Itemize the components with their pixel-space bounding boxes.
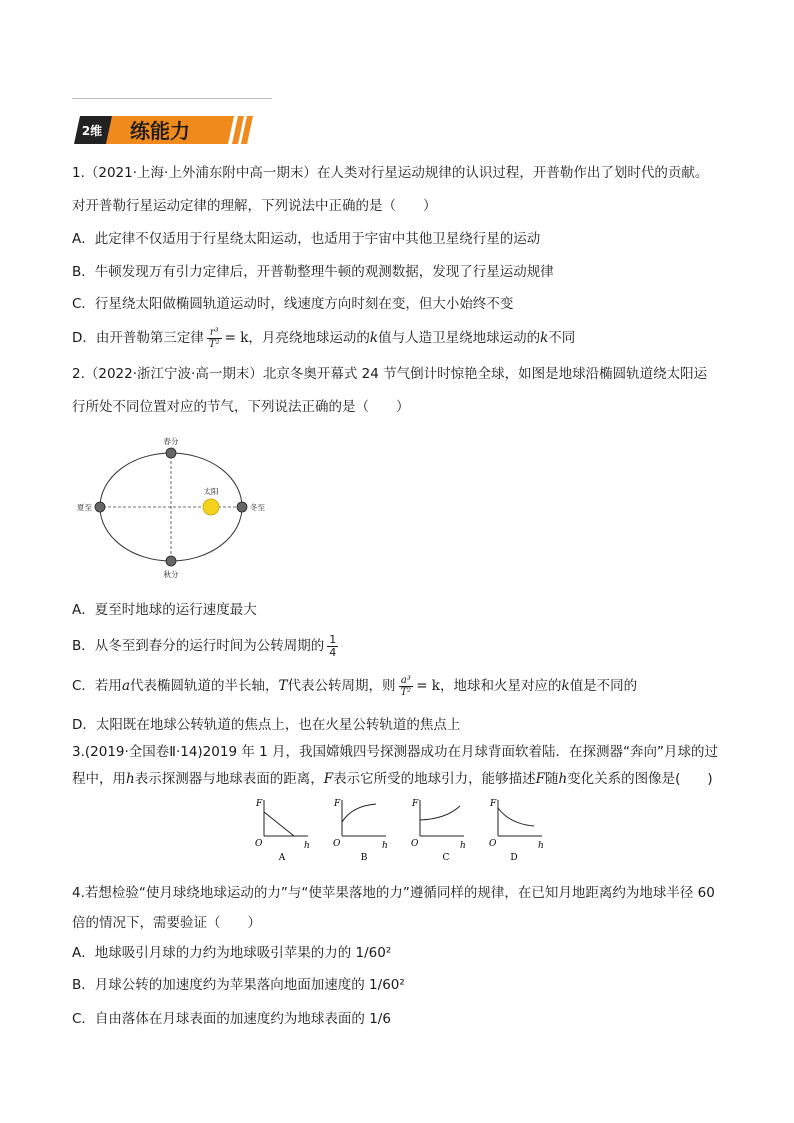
- q3-stem-b: 表示探测器与地球表面的距离，: [134, 771, 324, 787]
- section-badge-label: 2维: [81, 124, 103, 138]
- label-autumn-equinox: 秋分: [163, 570, 179, 579]
- graph-c-curve: [420, 806, 460, 820]
- q1-option-d-eq: = k: [224, 330, 249, 346]
- q3-stem-d: 随: [544, 771, 559, 787]
- q1-option-a: A．此定律不仅适用于行星绕太阳运动，也适用于宇宙中其他卫星绕行星的运动: [72, 231, 541, 247]
- graph-d-x-label: h: [538, 841, 544, 851]
- graph-b: [333, 799, 388, 863]
- q1-option-d-k2: k: [540, 330, 549, 346]
- graph-b-curve: [342, 804, 376, 822]
- q2-option-b-pre: B．从冬至到春分的运行时间为公转周期的: [72, 638, 325, 654]
- q2-option-c-mid2: 代表公转周期，则: [287, 678, 396, 694]
- q2-stem-line2: 行所处不同位置对应的节气，下列说法正确的是（ ）: [72, 399, 410, 415]
- q4-option-a: A．地球吸引月球的力约为地球吸引苹果的力的 1/60²: [72, 945, 392, 961]
- q3-graphs: [248, 794, 548, 864]
- q4-option-c: C．自由落体在月球表面的加速度约为地球表面的 1/6: [72, 1011, 391, 1027]
- q4-option-b: B．月球公转的加速度约为苹果落向地面加速度的 1/60²: [72, 977, 405, 993]
- graph-c-x-label: h: [460, 841, 466, 851]
- graph-d-label: D: [510, 853, 518, 863]
- q3-var-F: F: [323, 771, 334, 787]
- fraction-numerator: a³: [399, 675, 414, 687]
- q1-option-d-pre: D．由开普勒第三定律: [72, 330, 204, 346]
- fraction-numerator: 1: [329, 632, 337, 646]
- q2-option-c-eq: = k: [416, 678, 440, 694]
- graph-a: [255, 799, 310, 863]
- fraction-denominator: T²: [208, 338, 220, 350]
- graph-c: [411, 799, 466, 863]
- graph-d-y-label: F: [490, 799, 497, 809]
- graph-a-curve: [264, 812, 294, 836]
- q1-option-d-post1: ，月亮绕地球运动的: [248, 330, 370, 346]
- top-divider: [72, 98, 272, 99]
- q4-stem-line1: 4.若想检验“使月球绕地球运动的力”与“使苹果落地的力”遵循同样的规律，在已知月地距离约为地球半径 60: [72, 885, 715, 901]
- graph-c-origin: O: [411, 839, 419, 849]
- q2-option-a: A．夏至时地球的运行速度最大: [72, 602, 257, 618]
- q2-option-c-T: T: [278, 678, 288, 694]
- q1-option-d-post2: 值与人造卫星绕地球运动的: [378, 330, 541, 346]
- label-sun: 太阳: [203, 487, 219, 496]
- q2-option-c: [72, 673, 637, 699]
- q1-option-d-fraction: [207, 327, 222, 350]
- q3-var-h: h: [126, 771, 135, 787]
- q4-stem-line2: 倍的情况下，需要验证（ ）: [72, 915, 261, 931]
- q3-stem-line2: [72, 770, 713, 788]
- earth-spring-equinox: [166, 448, 176, 458]
- graph-b-label: B: [360, 853, 368, 863]
- q1-option-d: [72, 325, 575, 351]
- label-summer-solstice: 夏至: [77, 503, 92, 512]
- graph-b-x-label: h: [382, 841, 388, 851]
- orbit-diagram: [72, 430, 272, 585]
- q1-option-d-k: k: [369, 330, 379, 346]
- q3-stem-line1: 3.(2019·全国卷Ⅱ·14)2019 年 1 月，我国嫦娥四号探测器成功在月球背面软着陆．在探测器“奔向”月球的过: [72, 744, 718, 760]
- graph-a-origin: O: [255, 839, 263, 849]
- q1-option-d-post3: 不同: [548, 330, 576, 346]
- q1-option-b: B．牛顿发现万有引力定律后，开普勒整理牛顿的观测数据，发现了行星运动规律: [72, 264, 554, 280]
- q1-stem-line1: 1.（2021·上海·上外浦东附中高一期末）在人类对行星运动规律的认识过程，开普勒作出了划时代的贡献。: [72, 165, 709, 181]
- q2-option-d: D．太阳既在地球公转轨道的焦点上，也在火星公转轨道的焦点上: [72, 717, 461, 733]
- section-header: [72, 110, 272, 150]
- q3-stem-a: 程中，用: [72, 771, 126, 787]
- graph-c-y-label: F: [412, 799, 419, 809]
- graph-a-y-label: F: [256, 799, 263, 809]
- graph-d-origin: O: [489, 839, 497, 849]
- graph-a-label: A: [278, 853, 286, 863]
- q2-option-c-post: 值是不同的: [569, 678, 638, 694]
- q3-stem-c: 表示它所受的地球引力，能够描述: [333, 771, 536, 787]
- q2-option-b: [72, 632, 341, 660]
- earth-summer-solstice: [95, 502, 105, 512]
- q1-stem-line2: 对开普勒行星运动定律的理解，下列说法中正确的是（ ）: [72, 198, 437, 214]
- earth-winter-solstice: [237, 502, 247, 512]
- graph-c-label: C: [442, 853, 450, 863]
- fraction-numerator: r³: [207, 327, 222, 339]
- q3-stem-e: 变化关系的图像是( ): [567, 771, 713, 787]
- section-title: 练能力: [130, 119, 190, 143]
- sun-icon: [203, 499, 219, 515]
- q2-option-c-k: k: [561, 678, 570, 694]
- q2-option-c-fraction: [399, 675, 414, 698]
- fraction-denominator: 4: [329, 645, 337, 659]
- graph-b-origin: O: [333, 839, 341, 849]
- q1-option-c: C．行星绕太阳做椭圆轨道运动时，线速度方向时刻在变，但大小始终不变: [72, 296, 514, 312]
- earth-autumn-equinox: [166, 556, 176, 566]
- graph-b-y-label: F: [334, 799, 341, 809]
- q2-stem-line1: 2.（2022·浙江宁波·高一期末）北京冬奥开幕式 24 节气倒计时惊艳全球，如图是地球沿椭圆轨道绕太阳运: [72, 366, 708, 382]
- graph-a-x-label: h: [304, 841, 310, 851]
- fraction-denominator: T²: [400, 686, 412, 698]
- graph-d-curve: [498, 808, 534, 826]
- section-header-graphic: [72, 110, 272, 150]
- label-spring-equinox: 春分: [163, 437, 179, 446]
- graph-d: [489, 799, 544, 863]
- q2-option-c-a: a: [121, 678, 130, 694]
- q2-option-b-fraction: [327, 634, 338, 659]
- q3-var-F2: F: [535, 771, 545, 787]
- q3-var-h2: h: [558, 771, 568, 787]
- q2-option-c-mid3: ，地球和火星对应的: [440, 678, 562, 694]
- q2-option-c-mid1: 代表椭圆轨道的半长轴，: [130, 678, 279, 694]
- label-winter-solstice: 冬至: [250, 503, 265, 512]
- q2-option-c-pre: C．若用: [72, 678, 122, 694]
